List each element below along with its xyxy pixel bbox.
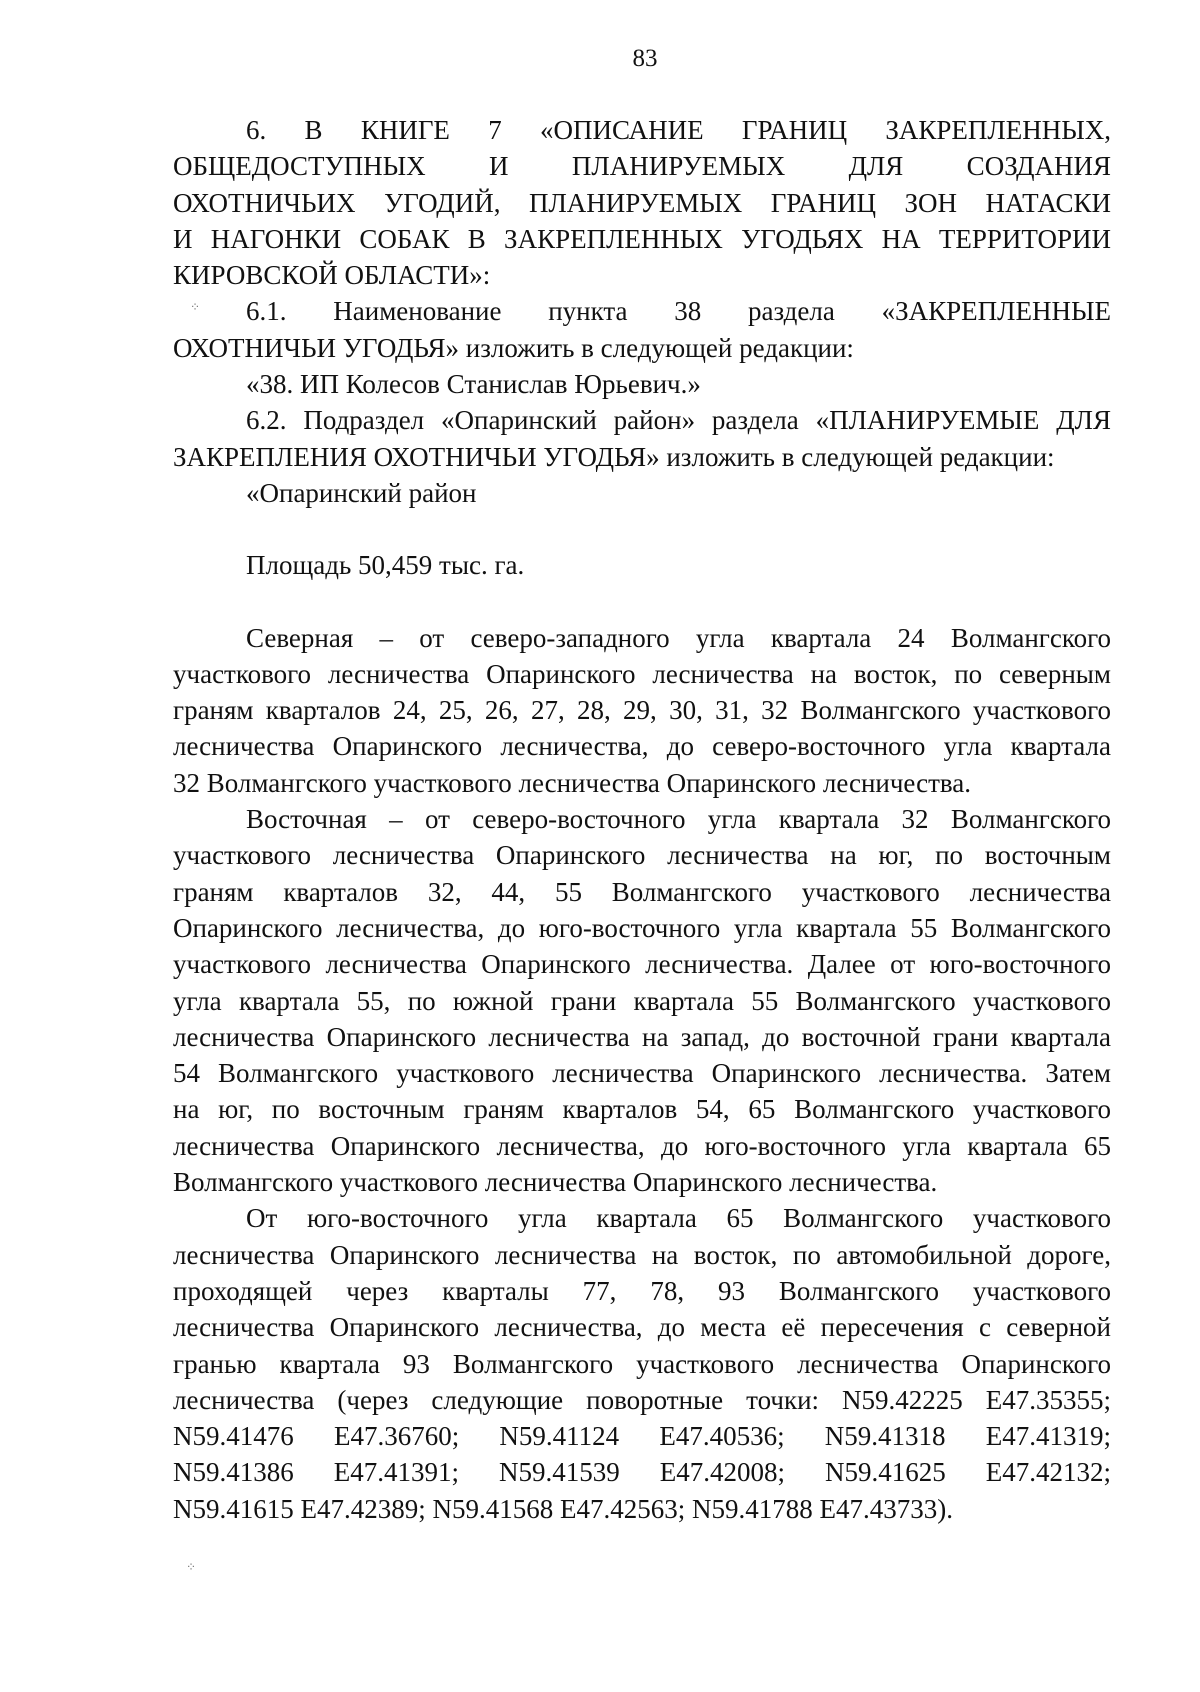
item-6-2-continuation <box>173 439 1111 475</box>
item-6-1-line: ОХОТНИЧЬИ УГОДЬЯ» изложить в следующей редакции: <box>173 332 854 363</box>
route-line: N59.41386 E47.41391; N59.41539 E47.42008; N59.41625 E47.42132; <box>173 1457 1111 1488</box>
item-6-1-quote: «38. ИП Колесов Станислав Юрьевич.» <box>246 369 701 400</box>
item-6-1-line: 6.1. Наименование пункта 38 раздела «ЗАКРЕПЛЕННЫЕ <box>246 296 1111 327</box>
east-boundary-line: Волмангского участкового лесничества Опаринского лесничества. <box>173 1167 938 1198</box>
route-paragraph <box>173 1237 1111 1527</box>
item-6-2 <box>173 402 1111 438</box>
item-6-1 <box>173 293 1111 329</box>
east-boundary-line: лесничества Опаринского лесничества, до юго-восточного угла квартала 65 <box>173 1130 1111 1161</box>
route-line: От юго-восточного угла квартала 65 Волмангского участкового <box>246 1203 1111 1234</box>
section-6-line: И НАГОНКИ СОБАК В ЗАКРЕПЛЕННЫХ УГОДЬЯХ НА ТЕРРИТОРИИ <box>173 223 1111 254</box>
north-boundary-line: 32 Волмангского участкового лесничества Опаринского лесничества. <box>173 767 972 798</box>
page-number: 83 <box>632 45 658 72</box>
item-6-2-line: 6.2. Подраздел «Опаринский район» раздела «ПЛАНИРУЕМЫЕ ДЛЯ <box>246 405 1111 436</box>
route-line: лесничества Опаринского лесничества на восток, по автомобильной дороге, <box>173 1239 1111 1270</box>
north-boundary-line: лесничества Опаринского лесничества, до северо-восточного угла квартала <box>173 731 1111 762</box>
route-line: N59.41476 E47.36760; N59.41124 E47.40536; N59.41318 E47.41319; <box>173 1421 1111 1452</box>
north-boundary-line: граням кварталов 24, 25, 26, 27, 28, 29, 30, 31, 32 Волмангского участкового <box>173 695 1111 726</box>
area-line: Площадь 50,459 тыс. га. <box>246 550 525 581</box>
section-6-line: ОХОТНИЧЬИХ УГОДИЙ, ПЛАНИРУЕМЫХ ГРАНИЦ ЗОН НАТАСКИ <box>173 187 1111 218</box>
spacer <box>173 584 1111 620</box>
east-boundary-line: участкового лесничества Опаринского лесничества на юг, по восточным <box>173 840 1111 871</box>
east-boundary-first <box>173 801 1111 837</box>
route-line: гранью квартала 93 Волмангского участкового лесничества Опаринского <box>173 1348 1111 1379</box>
section-6-line: КИРОВСКОЙ ОБЛАСТИ»: <box>173 260 491 291</box>
route-line: лесничества Опаринского лесничества, до места её пересечения с северной <box>173 1312 1111 1343</box>
district-title: «Опаринский район <box>246 477 477 508</box>
east-boundary <box>173 837 1111 1200</box>
north-boundary <box>173 656 1111 801</box>
section-6-continuation <box>173 148 1111 293</box>
north-boundary-line: участкового лесничества Опаринского лесничества на восток, по северным <box>173 658 1111 689</box>
east-boundary-line: Опаринского лесничества, до юго-восточного угла квартала 55 Волмангского <box>173 912 1111 943</box>
section-6-heading <box>173 112 1111 148</box>
east-boundary-line: на юг, по восточным граням кварталов 54, 65 Волмангского участкового <box>173 1094 1111 1125</box>
route-line: лесничества (через следующие поворотные точки: N59.42225 E47.35355; <box>173 1384 1111 1415</box>
east-boundary-line: Восточная – от северо-восточного угла квартала 32 Волмангского <box>246 804 1111 835</box>
east-boundary-line: угла квартала 55, по южной грани квартала 55 Волмангского участкового <box>173 985 1111 1016</box>
north-boundary-line: Северная – от северо-западного угла квартала 24 Волмангского <box>246 622 1111 653</box>
item-6-1-continuation <box>173 330 1111 366</box>
document-body <box>173 112 1111 1527</box>
east-boundary-line: участкового лесничества Опаринского лесничества. Далее от юго-восточного <box>173 949 1111 980</box>
spacer <box>173 511 1111 547</box>
scan-speck: ⁘ <box>186 1560 197 1574</box>
section-6-line: ОБЩЕДОСТУПНЫХ И ПЛАНИРУЕМЫХ ДЛЯ СОЗДАНИЯ <box>173 151 1111 182</box>
route-first <box>173 1200 1111 1236</box>
east-boundary-line: граням кварталов 32, 44, 55 Волмангского участкового лесничества <box>173 876 1111 907</box>
east-boundary-line: 54 Волмангского участкового лесничества Опаринского лесничества. Затем <box>173 1058 1111 1089</box>
north-boundary-first <box>173 620 1111 656</box>
route-line: N59.41615 E47.42389; N59.41568 E47.42563; N59.41788 E47.43733). <box>173 1493 953 1524</box>
east-boundary-line: лесничества Опаринского лесничества на запад, до восточной грани квартала <box>173 1021 1111 1052</box>
route-line: проходящей через кварталы 77, 78, 93 Волмангского участкового <box>173 1275 1111 1306</box>
scan-speck: ⁘ <box>190 300 201 314</box>
item-6-2-line: ЗАКРЕПЛЕНИЯ ОХОТНИЧЬИ УГОДЬЯ» изложить в следующей редакции: <box>173 441 1055 472</box>
section-6-line: 6. В КНИГЕ 7 «ОПИСАНИЕ ГРАНИЦ ЗАКРЕПЛЕННЫХ, <box>246 115 1111 145</box>
